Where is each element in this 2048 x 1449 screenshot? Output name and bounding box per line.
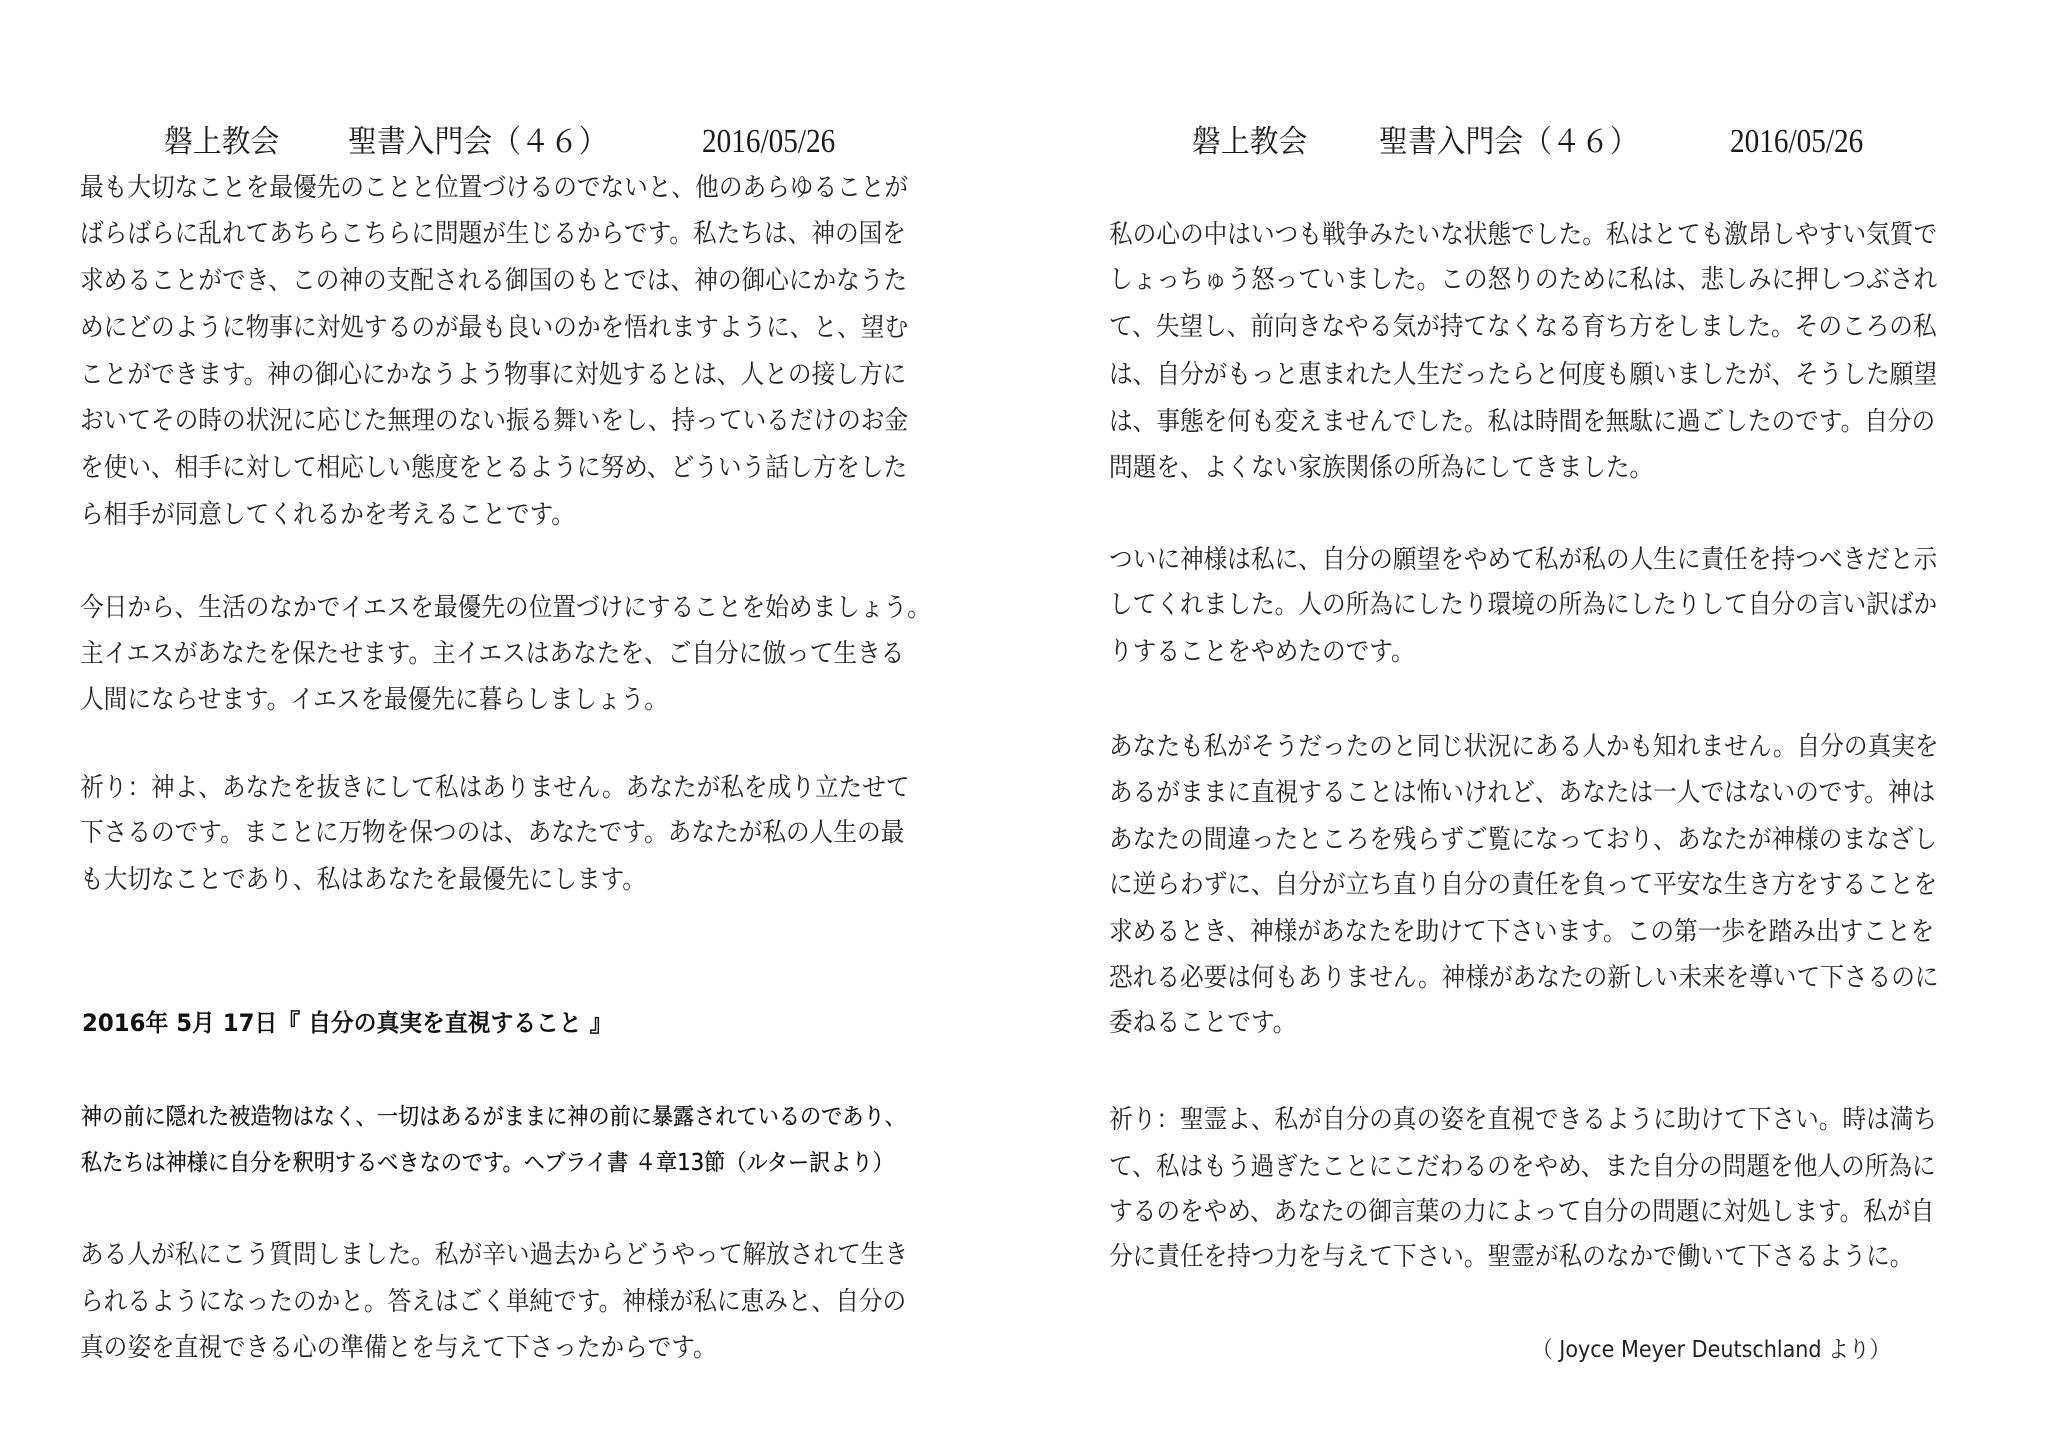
text-line: ことができます。神の御心にかなうよう物事に対処するとは、人との接し方に	[80, 360, 907, 390]
text-line: ばらばらに乱れてあちらこちらに問題が生じるからです。私たちは、神の国を	[80, 219, 906, 249]
header-date: 2016/05/26	[702, 123, 836, 160]
header-date: 2016/05/26	[1730, 123, 1864, 160]
page-header	[1024, 120, 2048, 164]
text-line: 下さるのです。まことに万物を保つのは、あなたです。あなたが私の人生の最	[80, 818, 905, 848]
text-line: するのをやめ、あなたの御言葉の力によって自分の問題に対処します。私が自	[1109, 1197, 1935, 1227]
text-line: 求めるとき、神様があなたを助けて下さいます。この第一歩を踏み出すことを	[1109, 917, 1935, 947]
series-title: 聖書入門会（４６）	[348, 124, 608, 160]
text-line: 分に責任を持つ力を与えて下さい。聖霊が私のなかで働いて下さるように。	[1109, 1242, 1914, 1272]
text-line: に逆らわずに、自分が立ち直り自分の責任を負って平安な生き方をすることを	[1109, 870, 1938, 900]
text-line: て、失望し、前向きなやる気が持てなくなる育ち方をしました。そのころの私	[1109, 312, 1937, 342]
verse-line: 私たちは神様に自分を釈明するべきなのです。ヘブライ書 ４章13節（ルター訳より）	[81, 1150, 894, 1176]
text-line: 真の姿を直視できる心の準備とを与えて下さったからです。	[80, 1333, 717, 1363]
text-line: られるようになったのかと。答えはごく単純です。神様が私に恵みと、自分の	[80, 1287, 907, 1317]
text-line: て、私はもう過ぎたことにこだわるのをやめ、また自分の問題を他人の所為に	[1109, 1152, 1936, 1182]
text-line: しょっちゅう怒っていました。この怒りのために私は、悲しみに押しつぶされ	[1109, 265, 1938, 295]
text-line: 求めることができ、この神の支配される御国のもとでは、神の御心にかなうた	[80, 266, 908, 296]
text-line: 祈り：聖霊よ、私が自分の真の姿を直視できるように助けて下さい。時は満ち	[1109, 1105, 1938, 1135]
text-line: ある人が私にこう質問しました。私が辛い過去からどうやって解放されて生き	[80, 1240, 909, 1270]
series-title: 聖書入門会（４６）	[1379, 124, 1639, 160]
page-header	[0, 120, 1024, 164]
text-line: あるがままに直視することは怖いけれど、あなたは一人ではないのです。神は	[1109, 778, 1936, 808]
text-line: も大切なことであり、私はあなたを最優先にします。	[80, 865, 646, 895]
text-line: 私の心の中はいつも戦争みたいな状態でした。私はとても激昂しやすい気質で	[1109, 220, 1938, 250]
text-line: あなたの間違ったところを残らずご覧になっており、あなたが神様のまなざし	[1109, 825, 1938, 855]
text-line: 祈り：神よ、あなたを抜きにして私はありません。あなたが私を成り立たせて	[80, 773, 910, 803]
verse-line: 神の前に隠れた被造物はなく、一切はあるがままに神の前に暴露されているのであり、	[81, 1104, 906, 1130]
text-line: めにどのように物事に対処するのが最も良いのかを悟れますように、と、望む	[80, 313, 909, 343]
text-line: 人間にならせます。イエスを最優先に暮らしましょう。	[80, 685, 668, 715]
text-line: あなたも私がそうだったのと同じ状況にある人かも知れません。自分の真実を	[1109, 732, 1939, 762]
text-line: は、事態を何も変えませんでした。私は時間を無駄に過ごしたのです。自分の	[1109, 407, 1936, 437]
text-line: ら相手が同意してくれるかを考えることです。	[80, 500, 575, 530]
text-line: 最も大切なことを最優先のことと位置づけるのでないと、他のあらゆることが	[80, 173, 909, 203]
text-line: りすることをやめたのです。	[1109, 637, 1415, 667]
text-line: は、自分がもっと恵まれた人生だったらと何度も願いましたが、そうした願望	[1109, 360, 1938, 390]
section-heading: 2016年 5月 17日『 自分の真実を直視すること 』	[82, 1009, 613, 1037]
right-page	[1024, 0, 2048, 1449]
text-line: 恐れる必要は何もありません。神様があなたの新しい未来を導いて下さるのに	[1109, 963, 1939, 993]
text-line: 主イエスがあなたを保たせます。主イエスはあなたを、ご自分に倣って生きる	[80, 639, 905, 669]
text-line: 今日から、生活のなかでイエスを最優先の位置づけにすることを始めましょう。	[80, 593, 931, 623]
text-line: 問題を、よくない家族関係の所為にしてきました。	[1109, 453, 1654, 483]
church-name: 磐上教会	[164, 124, 280, 160]
text-line: ついに神様は私に、自分の願望をやめて私が私の人生に責任を持つべきだと示	[1109, 545, 1938, 575]
text-line: してくれました。人の所為にしたり環境の所為にしたりして自分の言い訳ばか	[1109, 590, 1938, 620]
text-line: おいてその時の状況に応じた無理のない振る舞いをし、持っているだけのお金	[80, 406, 909, 436]
church-name: 磐上教会	[1192, 124, 1308, 160]
text-line: を使い、相手に対して相応しい態度をとるように努め、どういう話し方をした	[80, 453, 908, 483]
source-attribution: （ Joyce Meyer Deutschland より）	[1532, 1337, 1891, 1363]
text-line: 委ねることです。	[1109, 1008, 1297, 1038]
